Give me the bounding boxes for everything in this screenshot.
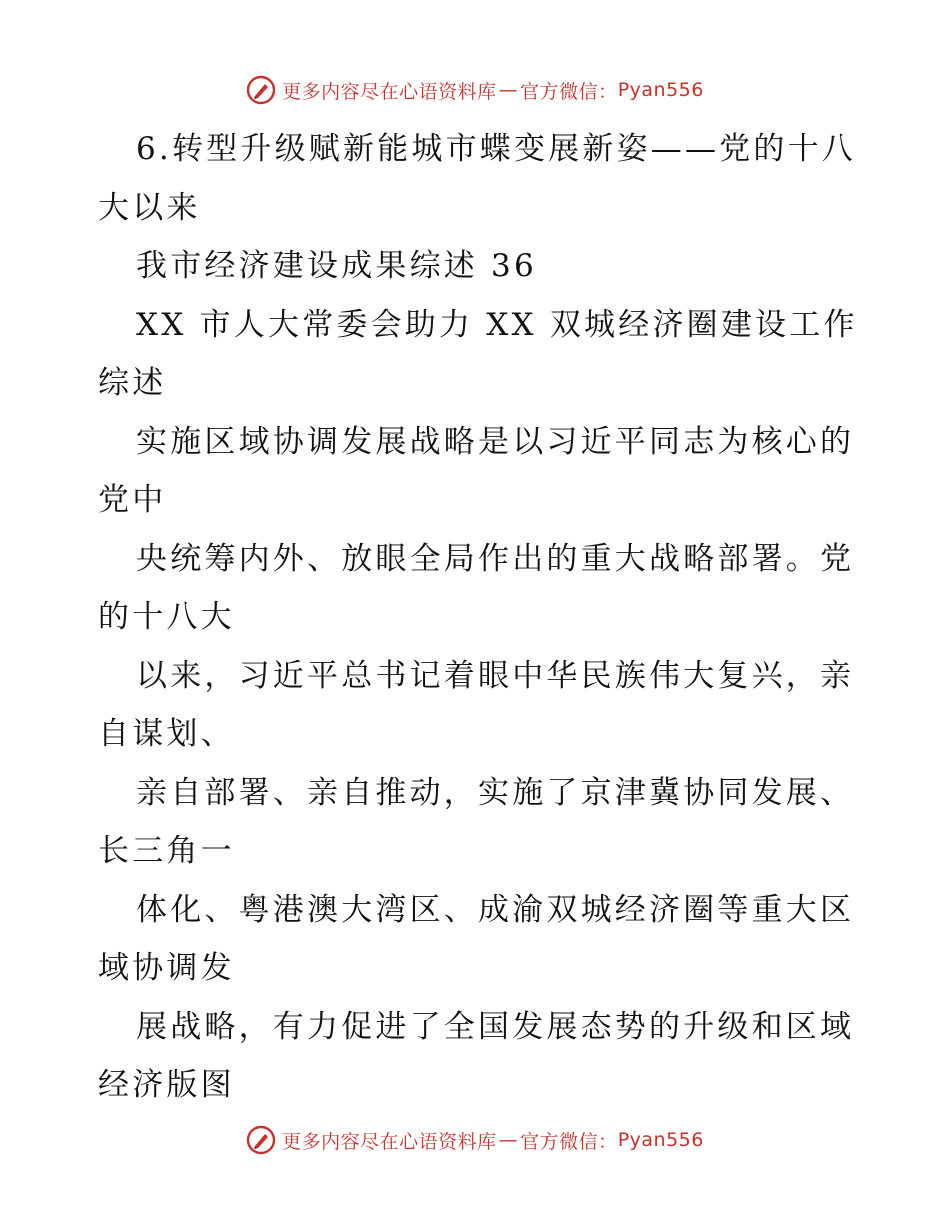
- text-line: XX 市人大常委会助力 XX 双城经济圈建设工作: [136, 306, 858, 343]
- watermark-text: 更多内容尽在心语资料库: [282, 80, 497, 103]
- document-body: [98, 120, 858, 1115]
- pen-logo-icon: [246, 75, 276, 105]
- watermark-label: 官方微信：: [520, 1130, 618, 1153]
- text-line: 的十八大: [98, 599, 235, 635]
- text-line: 央统筹内外、放眼全局作出的重大战略部署。党: [136, 540, 855, 577]
- text-line: 6.转型升级赋新能城市蝶变展新姿——党的十八: [136, 131, 856, 167]
- text-line: 域协调发: [98, 950, 235, 986]
- pen-logo-icon: [246, 1125, 276, 1155]
- watermark-text: 更多内容尽在心语资料库: [282, 1130, 497, 1153]
- text-line: 大以来: [98, 189, 201, 226]
- header-watermark: [0, 70, 950, 110]
- text-line: 实施区域协调发展战略是以习近平同志为核心的: [136, 423, 855, 460]
- text-line: 经济版图: [98, 1067, 235, 1103]
- text-line: 我市经济建设成果综述 36: [136, 248, 537, 284]
- watermark-account: Pyan556: [617, 79, 704, 101]
- footer-watermark: [0, 1120, 950, 1160]
- watermark-account: Pyan556: [617, 1129, 704, 1151]
- text-line: 党中: [98, 482, 167, 518]
- text-line: 自谋划、: [98, 716, 235, 752]
- watermark-label: 官方微信：: [520, 80, 618, 103]
- watermark-separator: —: [498, 79, 519, 101]
- text-line: 长三角一: [98, 833, 235, 869]
- watermark-separator: —: [498, 1129, 519, 1151]
- text-line: 体化、粤港澳大湾区、成渝双城经济圈等重大区: [136, 891, 855, 928]
- text-line: 综述: [98, 365, 167, 401]
- text-line: 以来，习近平总书记着眼中华民族伟大复兴，亲: [136, 657, 855, 694]
- text-line: 亲自部署、亲自推动，实施了京津冀协同发展、: [136, 774, 855, 811]
- text-line: 展战略，有力促进了全国发展态势的升级和区域: [136, 1008, 855, 1045]
